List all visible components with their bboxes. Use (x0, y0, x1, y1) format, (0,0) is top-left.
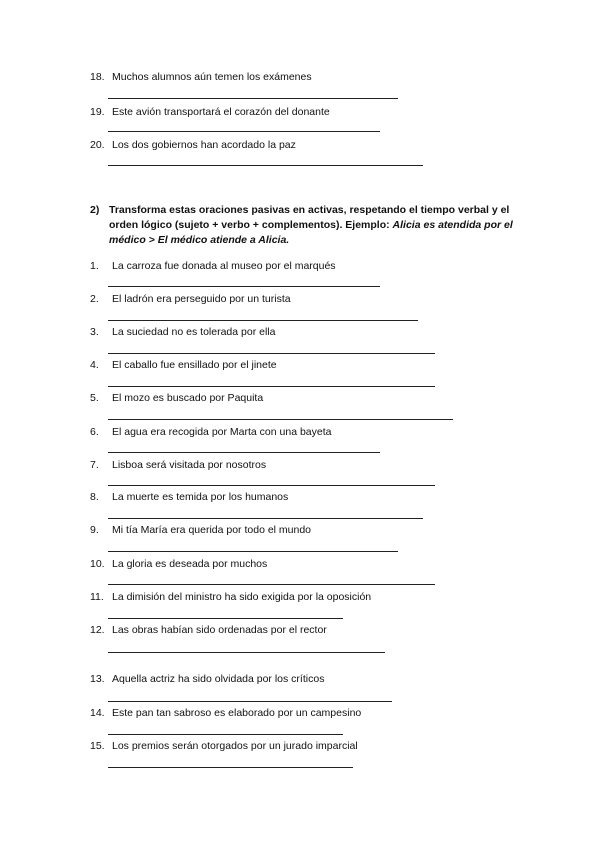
answer-line[interactable] (108, 652, 385, 653)
item-number: 2. (90, 293, 99, 305)
item-sentence: Muchos alumnos aún temen los exámenes (112, 71, 312, 83)
item-number: 11. (90, 591, 104, 603)
item-sentence: La muerte es temida por los humanos (112, 491, 289, 503)
section-2-instruction (90, 203, 535, 248)
item-number: 19. (90, 106, 105, 118)
item-number: 4. (90, 359, 99, 371)
item-sentence: La suciedad no es tolerada por ella (112, 326, 276, 338)
item-sentence: Los premios serán otorgados por un jurado imparcial (112, 740, 358, 752)
item-number: 6. (90, 426, 99, 438)
item-number: 13. (90, 673, 105, 685)
example-text: Alicia es atendida por el médico > El médico atiende a Alicia. (109, 219, 513, 246)
item-number: 3. (90, 326, 99, 338)
exercise-item-12 (90, 624, 327, 637)
item-number: 18. (90, 71, 105, 83)
item-sentence: Este pan tan sabroso es elaborado por un campesino (112, 707, 362, 719)
item-number: 14. (90, 707, 105, 719)
exercise-item-14 (90, 707, 361, 720)
item-sentence: El ladrón era perseguido por un turista (112, 293, 291, 305)
answer-line[interactable] (108, 419, 453, 420)
item-sentence: Este avión transportará el corazón del donante (112, 106, 330, 118)
answer-line[interactable] (108, 353, 435, 354)
answer-line[interactable] (108, 701, 392, 702)
exercise-item-1 (90, 260, 336, 273)
item-number: 20. (90, 139, 105, 151)
answer-line[interactable] (108, 98, 398, 99)
exercise-item-4 (90, 359, 277, 372)
exercise-item-2 (90, 293, 291, 306)
item-number: 15. (90, 740, 105, 752)
answer-line[interactable] (108, 165, 423, 166)
item-sentence: El caballo fue ensillado por el jinete (112, 359, 277, 371)
exercise-item-19 (90, 106, 330, 119)
answer-line[interactable] (108, 618, 343, 619)
item-sentence: El mozo es buscado por Paquita (112, 392, 264, 404)
item-sentence: La carroza fue donada al museo por el marqués (112, 260, 336, 272)
answer-line[interactable] (108, 551, 398, 552)
answer-line[interactable] (108, 320, 418, 321)
answer-line[interactable] (108, 485, 435, 486)
answer-line[interactable] (108, 518, 423, 519)
item-number: 7. (90, 459, 99, 471)
item-number: 10. (90, 558, 105, 570)
item-number: 9. (90, 524, 99, 536)
exercise-item-7 (90, 459, 266, 472)
answer-line[interactable] (108, 131, 380, 132)
exercise-item-11 (90, 591, 371, 604)
answer-line[interactable] (108, 734, 343, 735)
item-sentence: Las obras habían sido ordenadas por el rector (112, 624, 327, 636)
exercise-item-8 (90, 491, 288, 504)
item-number: 8. (90, 491, 99, 503)
exercise-item-15 (90, 740, 358, 753)
item-number: 1. (90, 260, 99, 272)
item-sentence: La gloria es deseada por muchos (112, 558, 268, 570)
instruction-text: Transforma estas oraciones pasivas en activas, respetando el tiempo verbal y el orden lógico (sujeto + verbo + complementos). Ejemplo: (109, 204, 510, 231)
item-sentence: Mi tía María era querida por todo el mundo (112, 524, 312, 536)
exercise-item-3 (90, 326, 275, 339)
exercise-item-20 (90, 139, 296, 152)
item-sentence: Los dos gobiernos han acordado la paz (112, 139, 296, 151)
item-sentence: Lisboa será visitada por nosotros (112, 459, 267, 471)
exercise-item-13 (90, 673, 324, 686)
exercise-item-9 (90, 524, 311, 537)
exercise-item-5 (90, 392, 263, 405)
item-number: 12. (90, 624, 105, 636)
answer-line[interactable] (108, 452, 380, 453)
item-sentence: La dimisión del ministro ha sido exigida por la oposición (112, 591, 372, 603)
exercise-item-18 (90, 71, 312, 84)
answer-line[interactable] (108, 286, 380, 287)
exercise-item-6 (90, 426, 331, 439)
exercise-item-10 (90, 558, 267, 571)
section-number: 2) (90, 204, 100, 216)
item-sentence: El agua era recogida por Marta con una bayeta (112, 426, 332, 438)
item-number: 5. (90, 392, 99, 404)
answer-line[interactable] (108, 584, 435, 585)
answer-line[interactable] (108, 386, 435, 387)
item-sentence: Aquella actriz ha sido olvidada por los críticos (112, 673, 325, 685)
answer-line[interactable] (108, 767, 353, 768)
